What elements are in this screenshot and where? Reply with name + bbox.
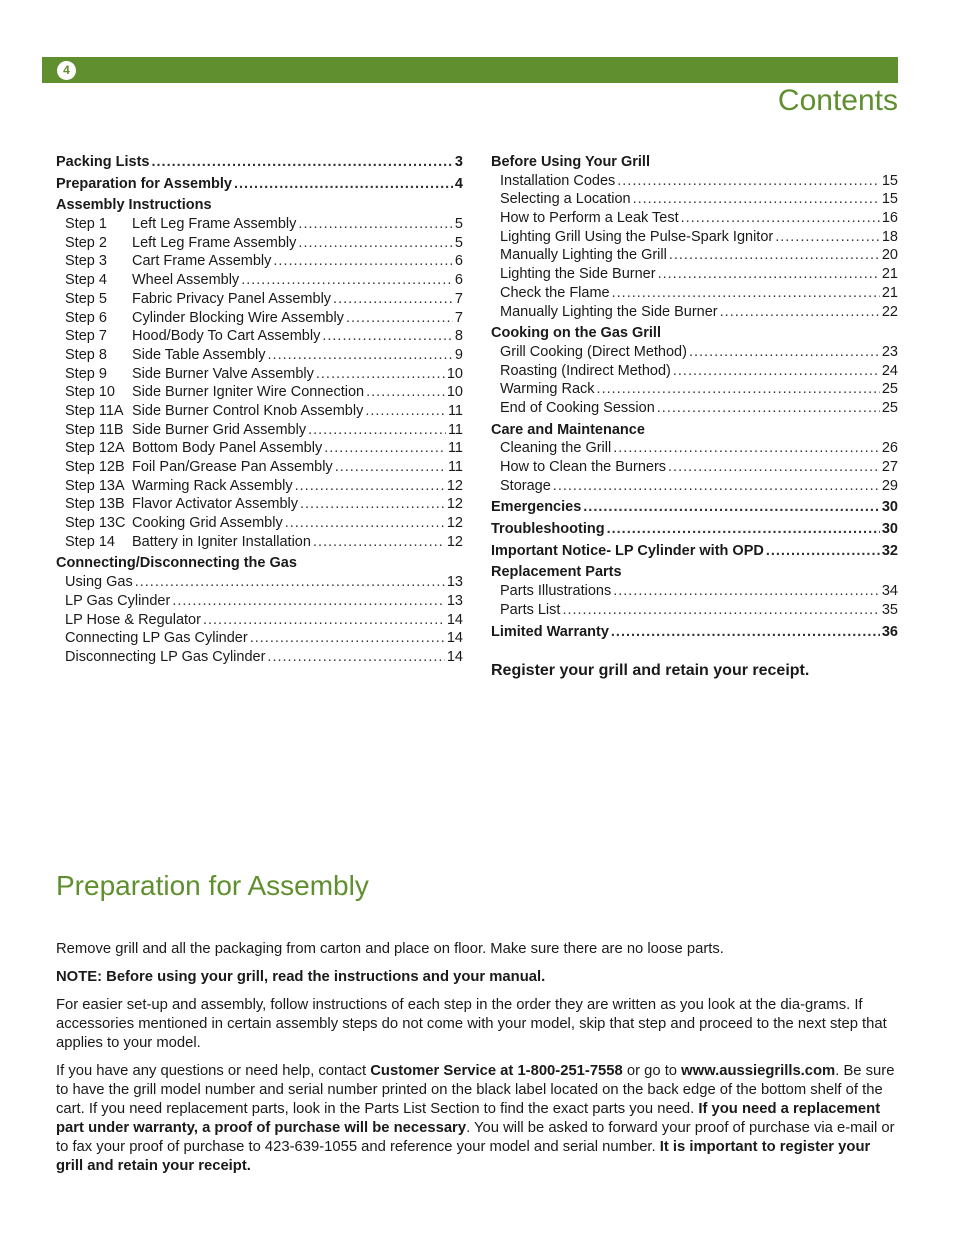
toc-entry-label: Using Gas bbox=[65, 574, 133, 591]
toc-step-number: Step 4 bbox=[65, 272, 107, 289]
toc-entry[interactable] bbox=[56, 592, 463, 611]
toc-page-number: 27 bbox=[881, 459, 898, 475]
toc-entry-label: Side Burner Valve Assembly bbox=[132, 365, 314, 382]
toc-entry[interactable] bbox=[56, 175, 463, 194]
toc-page-number: 4 bbox=[454, 175, 463, 192]
toc-leader-dots bbox=[267, 648, 444, 667]
toc-page-number: 7 bbox=[454, 309, 463, 326]
toc-entry[interactable] bbox=[491, 172, 898, 191]
toc-leader-dots bbox=[135, 573, 445, 592]
toc-entry-label: Grill Cooking (Direct Method) bbox=[500, 343, 687, 360]
toc-page-number: 21 bbox=[881, 266, 898, 283]
toc-page-number: 30 bbox=[881, 499, 898, 516]
toc-entry-label: Bottom Body Panel Assembly bbox=[132, 440, 323, 457]
toc-entry[interactable] bbox=[491, 623, 898, 642]
toc-step-number: Step 11A bbox=[65, 402, 124, 419]
toc-entry[interactable] bbox=[491, 601, 898, 620]
toc-page-number: 11 bbox=[447, 440, 463, 457]
toc-leader-dots bbox=[613, 439, 880, 458]
toc-entry-label: Preparation for Assembly bbox=[56, 175, 232, 192]
toc-leader-dots bbox=[673, 362, 880, 381]
toc-page-number: 6 bbox=[454, 253, 463, 270]
toc-step-number: Step 6 bbox=[65, 309, 107, 326]
help-text-3: . Be sure to have the grill model number and serial number printed on the black label located on the back edge of the bottom shelf of the cart. If you need replacement parts, look in the Parts List Section to find the exact parts you need. bbox=[56, 1063, 895, 1117]
toc-leader-dots bbox=[669, 246, 880, 265]
toc-entry[interactable] bbox=[491, 153, 898, 172]
toc-entry[interactable] bbox=[491, 246, 898, 265]
register-note: Register your grill and retain your receipt. bbox=[491, 662, 810, 679]
toc-entry[interactable] bbox=[56, 252, 463, 271]
toc-entry-label: Storage bbox=[500, 477, 551, 494]
toc-entry[interactable] bbox=[491, 439, 898, 458]
toc-entry-label: Disconnecting LP Gas Cylinder bbox=[65, 648, 266, 665]
toc-entry[interactable] bbox=[491, 542, 898, 561]
toc-entry-label: Cylinder Blocking Wire Assembly bbox=[132, 309, 344, 326]
toc-entry-label: Parts Illustrations bbox=[500, 583, 612, 600]
toc-entry-label: Roasting (Indirect Method) bbox=[500, 362, 671, 379]
toc-entry-label: Cleaning the Grill bbox=[500, 440, 612, 457]
toc-page-number: 3 bbox=[454, 154, 463, 170]
toc-entry[interactable] bbox=[56, 477, 463, 496]
toc-page-number: 9 bbox=[454, 346, 463, 363]
toc-entry[interactable] bbox=[56, 215, 463, 234]
toc-entry-label: Warming Rack Assembly bbox=[132, 477, 293, 494]
preparation-title: Preparation for Assembly bbox=[56, 870, 369, 901]
toc-leader-dots bbox=[298, 215, 453, 234]
toc-entry-label: Connecting/Disconnecting the Gas bbox=[56, 555, 297, 572]
toc-entry[interactable] bbox=[491, 582, 898, 601]
toc-entry-label: Cooking on the Gas Grill bbox=[491, 325, 661, 342]
toc-entry-label: Battery in Igniter Installation bbox=[132, 533, 311, 550]
toc-step-number: Step 13C bbox=[65, 515, 126, 532]
toc-leader-dots bbox=[268, 346, 453, 365]
header-band bbox=[42, 57, 898, 83]
toc-step-number: Step 8 bbox=[65, 346, 107, 363]
toc-entry-label: How to Clean the Burners bbox=[500, 459, 667, 475]
toc-leader-dots bbox=[285, 514, 445, 533]
toc-entry[interactable] bbox=[56, 495, 463, 514]
toc-page-number: 32 bbox=[881, 542, 898, 559]
toc-entry[interactable] bbox=[56, 153, 463, 172]
toc-entry-label: Limited Warranty bbox=[491, 623, 609, 640]
register-reminder: It is important to register your grill and retain your receipt. bbox=[56, 1139, 871, 1174]
toc-page-number: 10 bbox=[446, 365, 463, 382]
toc-page-number: 11 bbox=[447, 421, 463, 438]
toc-entry-label: Foil Pan/Grease Pan Assembly bbox=[132, 459, 333, 475]
intro-paragraph: Remove grill and all the packaging from carton and place on floor. Make sure there are no loose parts. bbox=[56, 941, 724, 957]
toc-leader-dots bbox=[203, 611, 445, 630]
toc-entry[interactable] bbox=[56, 573, 463, 592]
toc-page-number: 13 bbox=[446, 574, 463, 591]
toc-leader-dots bbox=[766, 542, 880, 561]
toc-entry[interactable] bbox=[491, 498, 898, 517]
toc-entry-label: Side Burner Grid Assembly bbox=[132, 421, 307, 438]
toc-page-number: 22 bbox=[881, 303, 898, 320]
toc-page-number: 11 bbox=[447, 402, 463, 419]
toc-page-number: 24 bbox=[881, 362, 898, 379]
toc-leader-dots bbox=[172, 592, 445, 611]
toc-entry[interactable] bbox=[56, 554, 463, 573]
toc-leader-dots bbox=[241, 271, 453, 290]
toc-page-number: 20 bbox=[881, 247, 898, 264]
toc-leader-dots bbox=[298, 234, 453, 253]
toc-leader-dots bbox=[273, 252, 453, 271]
toc-entry[interactable] bbox=[491, 563, 898, 582]
toc-leader-dots bbox=[720, 303, 880, 322]
toc-entry-label: Manually Lighting the Side Burner bbox=[500, 303, 718, 320]
toc-leader-dots bbox=[562, 601, 879, 620]
toc-entry[interactable] bbox=[56, 648, 463, 667]
toc-entry[interactable] bbox=[56, 421, 463, 440]
toc-leader-dots bbox=[324, 439, 446, 458]
toc-entry[interactable] bbox=[491, 343, 898, 362]
toc-entry[interactable] bbox=[491, 303, 898, 322]
toc-page-number: 8 bbox=[454, 328, 463, 345]
toc-leader-dots bbox=[316, 365, 445, 384]
toc-leader-dots bbox=[553, 477, 880, 496]
toc-entry[interactable] bbox=[56, 327, 463, 346]
toc-entry-label: Hood/Body To Cart Assembly bbox=[132, 328, 321, 345]
toc-right-column bbox=[491, 153, 898, 641]
toc-entry[interactable] bbox=[56, 365, 463, 384]
toc-leader-dots bbox=[151, 153, 452, 172]
toc-step-number: Step 12A bbox=[65, 440, 125, 457]
toc-step-number: Step 11B bbox=[65, 421, 124, 438]
toc-leader-dots bbox=[633, 190, 880, 209]
toc-step-number: Step 1 bbox=[65, 216, 107, 233]
toc-entry-label: Lighting the Side Burner bbox=[500, 266, 656, 283]
toc-entry[interactable] bbox=[56, 533, 463, 552]
toc-entry[interactable] bbox=[56, 402, 463, 421]
toc-entry-label: LP Hose & Regulator bbox=[65, 611, 201, 628]
toc-leader-dots bbox=[657, 399, 880, 418]
toc-page-number: 12 bbox=[446, 515, 463, 532]
toc-entry[interactable] bbox=[56, 611, 463, 630]
toc-entry-label: Left Leg Frame Assembly bbox=[132, 216, 297, 233]
toc-leader-dots bbox=[365, 402, 446, 421]
toc-entry-label: How to Perform a Leak Test bbox=[500, 210, 679, 227]
toc-entry-label: Side Burner Igniter Wire Connection bbox=[132, 384, 365, 401]
toc-step-number: Step 7 bbox=[65, 328, 107, 345]
toc-entry[interactable] bbox=[491, 284, 898, 303]
toc-entry[interactable] bbox=[56, 196, 463, 215]
toc-leader-dots bbox=[335, 458, 446, 477]
toc-entry-label: Selecting a Location bbox=[500, 191, 631, 208]
toc-entry[interactable] bbox=[491, 324, 898, 343]
toc-entry[interactable] bbox=[56, 271, 463, 290]
toc-page-number: 36 bbox=[881, 623, 898, 640]
toc-entry[interactable] bbox=[491, 190, 898, 209]
toc-page-number: 12 bbox=[446, 496, 463, 513]
toc-entry-label: Wheel Assembly bbox=[132, 272, 240, 289]
toc-page-number: 12 bbox=[446, 477, 463, 494]
toc-step-number: Step 12B bbox=[65, 459, 125, 475]
toc-leader-dots bbox=[607, 520, 880, 539]
toc-page-number: 34 bbox=[881, 583, 898, 600]
toc-entry[interactable] bbox=[491, 458, 898, 477]
toc-leader-dots bbox=[308, 421, 446, 440]
toc-entry-label: Side Burner Control Knob Assembly bbox=[132, 402, 364, 419]
toc-leader-dots bbox=[658, 265, 880, 284]
toc-step-number: Step 9 bbox=[65, 365, 107, 382]
toc-entry[interactable] bbox=[56, 290, 463, 309]
toc-entry[interactable] bbox=[56, 309, 463, 328]
toc-entry[interactable] bbox=[491, 421, 898, 440]
toc-leader-dots bbox=[611, 623, 880, 642]
help-text-2: or go to bbox=[622, 1063, 682, 1079]
toc-entry[interactable] bbox=[56, 439, 463, 458]
toc-leader-dots bbox=[295, 477, 445, 496]
toc-page-number: 6 bbox=[454, 272, 463, 289]
toc-page-number: 14 bbox=[446, 630, 463, 647]
toc-entry[interactable] bbox=[491, 399, 898, 418]
toc-page-number: 5 bbox=[454, 216, 463, 233]
toc-entry-label: Installation Codes bbox=[500, 172, 616, 189]
toc-entry-label: Care and Maintenance bbox=[491, 421, 645, 438]
toc-entry-label: Troubleshooting bbox=[491, 521, 605, 538]
toc-step-number: Step 13B bbox=[65, 496, 125, 513]
toc-entry-label: Before Using Your Grill bbox=[491, 154, 650, 170]
toc-leader-dots bbox=[597, 380, 880, 399]
toc-page-number: 18 bbox=[881, 228, 898, 245]
toc-leader-dots bbox=[234, 175, 453, 194]
warranty-proof-note: If you need a replacement part under warranty, a proof of purchase will be necessary bbox=[56, 1101, 881, 1136]
toc-entry-label: Parts List bbox=[500, 601, 561, 618]
toc-step-number: Step 14 bbox=[65, 533, 115, 550]
toc-entry-label: Lighting Grill Using the Pulse-Spark Ignitor bbox=[500, 228, 774, 245]
help-text-1: If you have any questions or need help, contact bbox=[56, 1063, 371, 1079]
toc-leader-dots bbox=[300, 495, 445, 514]
toc-entry[interactable] bbox=[56, 234, 463, 253]
toc-left-column bbox=[56, 153, 463, 667]
toc-entry-label: Manually Lighting the Grill bbox=[500, 247, 667, 264]
toc-page-number: 25 bbox=[881, 381, 898, 398]
toc-entry[interactable] bbox=[491, 209, 898, 228]
toc-entry[interactable] bbox=[56, 346, 463, 365]
toc-page-number: 14 bbox=[446, 611, 463, 628]
toc-entry[interactable] bbox=[56, 514, 463, 533]
toc-entry[interactable] bbox=[491, 265, 898, 284]
toc-entry-label: Check the Flame bbox=[500, 284, 610, 301]
note-paragraph: NOTE: Before using your grill, read the instructions and your manual. bbox=[56, 969, 546, 985]
toc-entry-label: Side Table Assembly bbox=[132, 346, 266, 363]
toc-page-number: 7 bbox=[454, 290, 463, 307]
toc-leader-dots bbox=[322, 327, 453, 346]
toc-step-number: Step 13A bbox=[65, 477, 125, 494]
toc-leader-dots bbox=[313, 533, 445, 552]
toc-page-number: 15 bbox=[881, 191, 898, 208]
toc-step-number: Step 2 bbox=[65, 234, 107, 251]
toc-leader-dots bbox=[333, 290, 453, 309]
toc-leader-dots bbox=[613, 582, 880, 601]
toc-entry-label: Fabric Privacy Panel Assembly bbox=[132, 290, 332, 307]
contents-title: Contents bbox=[777, 84, 898, 117]
toc-leader-dots bbox=[250, 629, 445, 648]
toc-entry-label: Assembly Instructions bbox=[56, 197, 212, 214]
toc-leader-dots bbox=[775, 228, 880, 247]
toc-entry-label: Important Notice- LP Cylinder with OPD bbox=[491, 542, 764, 559]
toc-leader-dots bbox=[689, 343, 880, 362]
help-text-4: . You will be asked to forward your proof of purchase via e-mail or to fax your proof of purchase to 423-639-1055 and reference your model and serial number. bbox=[56, 1120, 895, 1155]
toc-entry-label: Packing Lists bbox=[56, 154, 150, 170]
customer-service-phone: Customer Service at 1-800-251-7558 bbox=[370, 1063, 623, 1079]
toc-entry-label: Cooking Grid Assembly bbox=[132, 515, 283, 532]
toc-page-number: 30 bbox=[881, 521, 898, 538]
toc-leader-dots bbox=[346, 309, 453, 328]
toc-page-number: 11 bbox=[447, 459, 463, 475]
assembly-paragraph: For easier set-up and assembly, follow instructions of each step in the order they are written as you look at the dia-grams. If accessories mentioned in certain assembly steps do not come with your model, skip that step and proceed to the next step that applies to your model. bbox=[56, 997, 887, 1051]
toc-page-number: 23 bbox=[881, 343, 898, 360]
help-paragraph bbox=[56, 1062, 898, 1176]
toc-leader-dots bbox=[617, 172, 880, 191]
toc-entry[interactable] bbox=[56, 458, 463, 477]
toc-step-number: Step 5 bbox=[65, 290, 107, 307]
toc-page-number: 35 bbox=[881, 601, 898, 618]
toc-entry-label: Cart Frame Assembly bbox=[132, 253, 272, 270]
toc-page-number: 15 bbox=[881, 172, 898, 189]
toc-entry[interactable] bbox=[56, 629, 463, 648]
toc-page-number: 14 bbox=[446, 648, 463, 665]
toc-leader-dots bbox=[612, 284, 880, 303]
toc-entry-label: Flavor Activator Assembly bbox=[132, 496, 298, 513]
page-number: 4 bbox=[57, 61, 76, 80]
toc-page-number: 12 bbox=[446, 533, 463, 550]
toc-page-number: 21 bbox=[881, 284, 898, 301]
toc-entry[interactable] bbox=[491, 380, 898, 399]
website-link[interactable]: www.aussiegrills.com bbox=[681, 1063, 836, 1079]
toc-page-number: 5 bbox=[454, 234, 463, 251]
toc-entry-label: Replacement Parts bbox=[491, 564, 622, 581]
toc-leader-dots bbox=[583, 498, 880, 517]
toc-entry-label: LP Gas Cylinder bbox=[65, 592, 171, 609]
toc-step-number: Step 3 bbox=[65, 253, 107, 270]
toc-entry[interactable] bbox=[491, 520, 898, 539]
toc-entry[interactable] bbox=[491, 477, 898, 496]
toc-entry[interactable] bbox=[56, 383, 463, 402]
toc-page-number: 25 bbox=[881, 399, 898, 416]
toc-leader-dots bbox=[366, 383, 445, 402]
toc-page-number: 29 bbox=[881, 477, 898, 494]
toc-page-number: 10 bbox=[446, 384, 463, 401]
toc-page-number: 13 bbox=[446, 592, 463, 609]
toc-page-number: 26 bbox=[881, 440, 898, 457]
toc-entry-label: Warming Rack bbox=[500, 381, 595, 398]
toc-page-number: 16 bbox=[881, 210, 898, 227]
toc-step-number: Step 10 bbox=[65, 384, 115, 401]
toc-entry[interactable] bbox=[491, 228, 898, 247]
toc-entry-label: Emergencies bbox=[491, 499, 582, 516]
toc-entry-label: Connecting LP Gas Cylinder bbox=[65, 630, 248, 647]
toc-entry-label: Left Leg Frame Assembly bbox=[132, 234, 297, 251]
toc-entry-label: End of Cooking Session bbox=[500, 399, 655, 416]
toc-leader-dots bbox=[668, 458, 880, 477]
toc-entry[interactable] bbox=[491, 362, 898, 381]
toc-leader-dots bbox=[681, 209, 880, 228]
